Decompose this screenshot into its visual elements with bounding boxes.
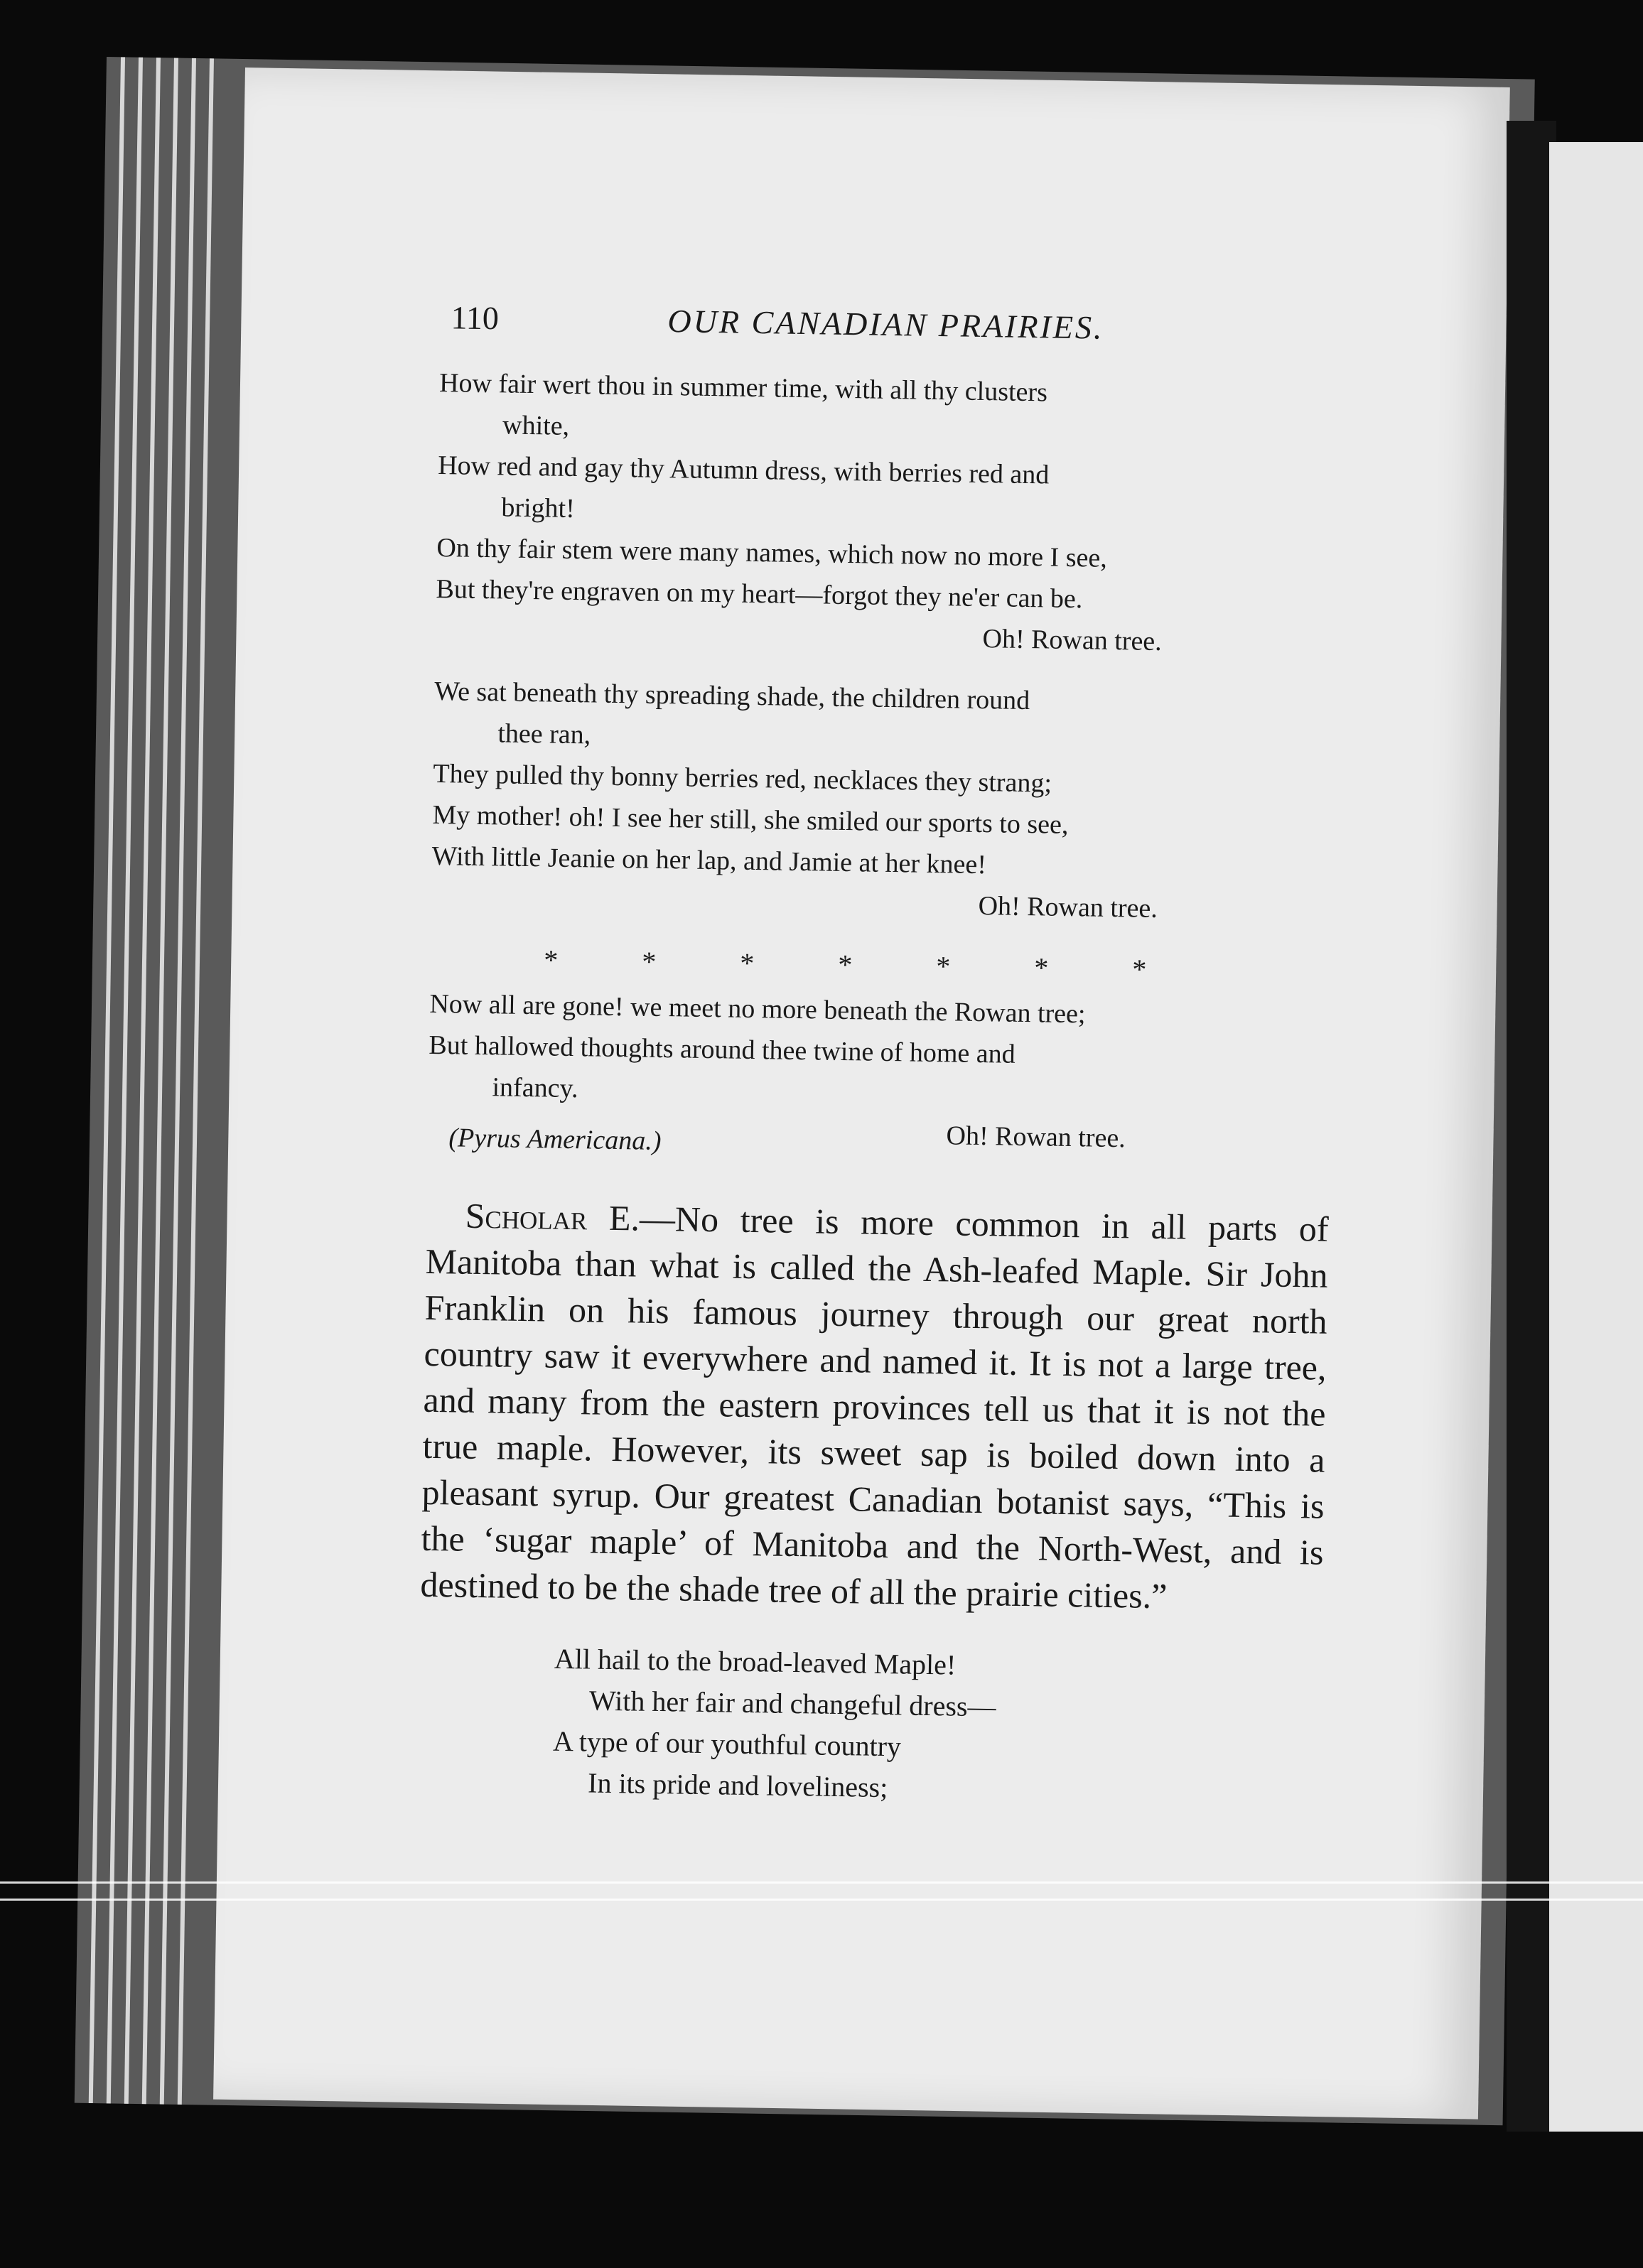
star-mark: * (837, 948, 853, 981)
verse-line: But they're engraven on my heart—forgot they ne'er can be. (436, 573, 1083, 615)
scholar-paragraph (420, 1192, 1329, 1622)
refrain: Oh! Rowan tree. (982, 624, 1163, 657)
stanza (435, 362, 1342, 665)
star-mark: * (935, 950, 951, 983)
poem-line: All hail to the broad-leaved Maple! (554, 1642, 957, 1681)
running-title: OUR CANADIAN PRAIRIES. (667, 303, 1104, 346)
stanza (431, 671, 1337, 932)
page-content (417, 298, 1343, 1815)
star-mark: * (642, 945, 657, 978)
facing-page (1549, 142, 1643, 2132)
verse-line: infancy. (492, 1072, 578, 1104)
verse-line: We sat beneath thy spreading shade, the children round (433, 676, 1030, 716)
refrain: Oh! Rowan tree. (978, 890, 1158, 924)
verse-line: They pulled thy bonny berries red, necklaces they strang; (433, 758, 1052, 799)
verse-line: thee ran, (497, 718, 591, 750)
star-mark: * (740, 946, 755, 980)
latin-name: (Pyrus Americana.) (448, 1123, 662, 1157)
verse-line: On thy fair stem were many names, which now no more I see, (436, 532, 1108, 573)
scan-artifact-line (0, 1881, 1643, 1884)
scan-artifact-line (0, 1899, 1643, 1901)
speaker-label: Scholar E. (465, 1195, 640, 1238)
verse-line: My mother! oh! I see her still, she smiled our sports to see, (432, 799, 1069, 840)
paragraph-text: —No tree is more common in all parts of Manitoba than what is called the Ash-leafed Maple. Sir John Franklin on his famous journey through our great north country saw it everywhere and named it. It is not a large tree, and many from the eastern provinces tell us that it is not the true maple. However, its sweet sap is boiled down into a pleasant syrup. Our greatest Canadian botanist says, “This is the ‘sugar maple’ of Manitoba and the North-West, and is destined to be the shade tree of all the prairie cities.” (420, 1198, 1330, 1616)
rowan-poem (427, 362, 1342, 1164)
maple-poem (417, 1636, 1322, 1815)
verse-line: bright! (501, 492, 576, 524)
verse-line: With little Jeanie on her lap, and Jamie at her knee! (431, 841, 987, 880)
verse-line: How red and gay thy Autumn dress, with berries red and (437, 450, 1050, 490)
verse-line: But hallowed thoughts around thee twine of home and (429, 1030, 1016, 1069)
poem-line: A type of our youthful country (552, 1724, 902, 1763)
poem-line: With her fair and changeful dress— (588, 1684, 996, 1723)
poem-line: In its pride and loveliness; (587, 1766, 888, 1804)
verse-line: white, (502, 410, 570, 441)
star-mark: * (1033, 951, 1049, 984)
star-mark: * (544, 944, 559, 976)
verse-line: Now all are gone! we meet no more beneath the Rowan tree; (429, 988, 1086, 1030)
refrain: Oh! Rowan tree. (946, 1120, 1126, 1154)
final-stanza (428, 983, 1332, 1121)
star-mark: * (1131, 953, 1147, 986)
verse-line: How fair wert thou in summer time, with all thy clusters (438, 367, 1048, 408)
page-number: 110 (451, 299, 500, 337)
